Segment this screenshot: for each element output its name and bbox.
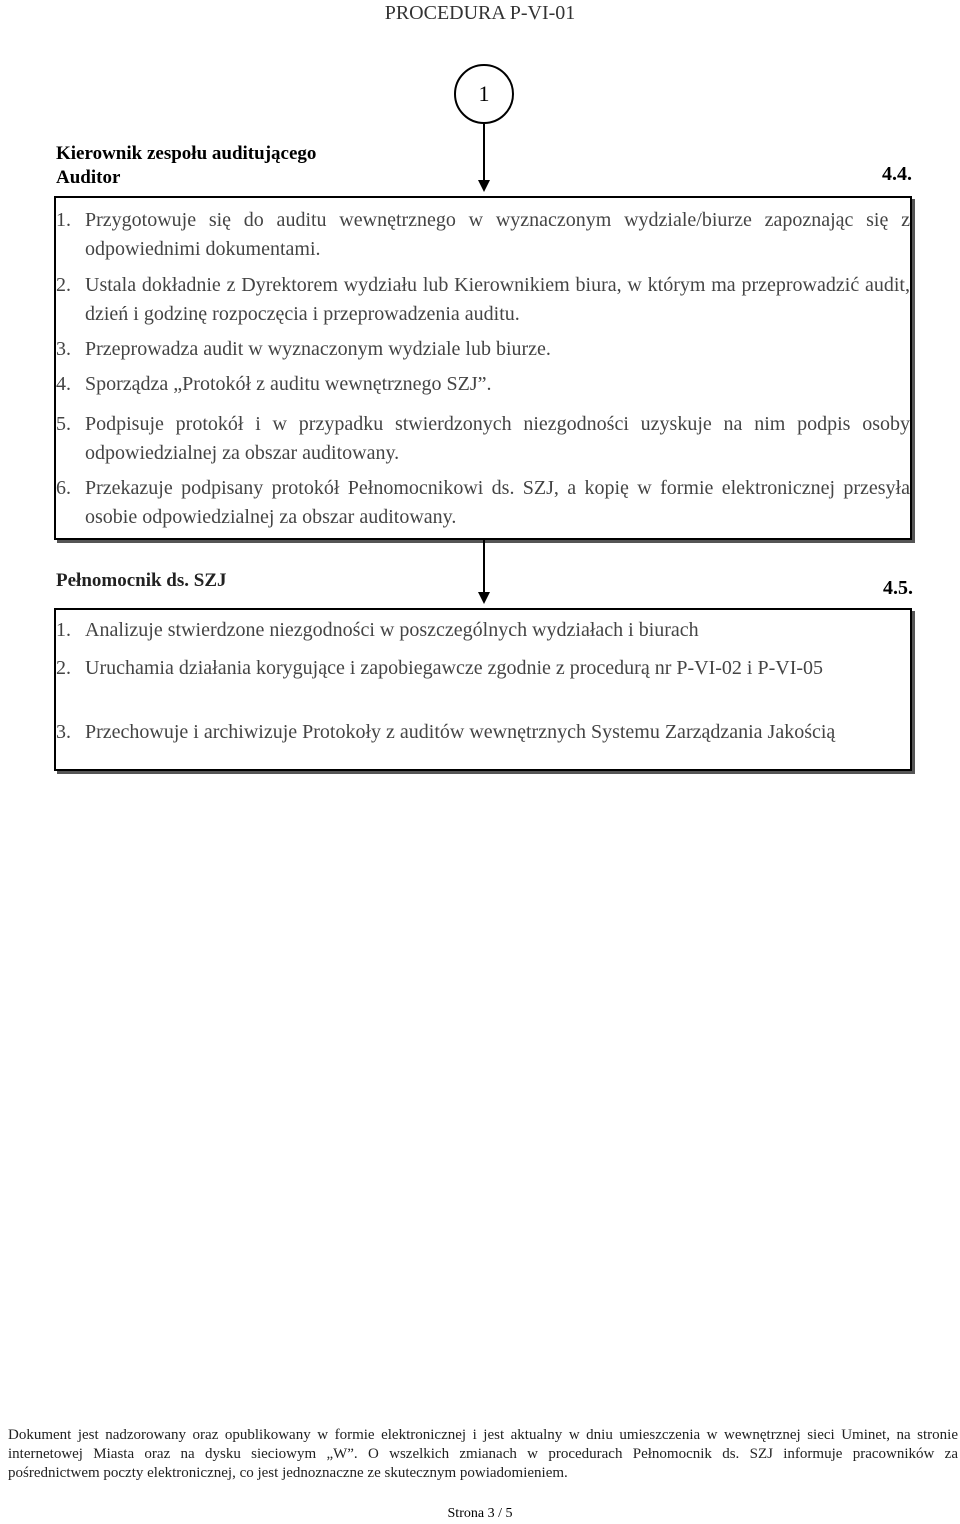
list-item: 3. Przechowuje i archiwizuje Protokoły z auditów wewnętrznych Systemu Zarządzania Jakością — [56, 721, 836, 743]
list-item: 6. Przekazuje podpisany protokół Pełnomocnikowi ds. SZJ, a kopię w formie elektronicznej przesyła osobie odpowiedzialnej za obszar auditowany. — [56, 477, 910, 528]
arrow-down-icon — [474, 124, 494, 194]
section1-roles — [56, 142, 316, 190]
section1-box — [54, 196, 912, 540]
list-item: 2. Ustala dokładnie z Dyrektorem wydziału lub Kierownikiem biura, w którym ma przeprowadzić audit, dzień i godzinę rozpoczęcia i przeprowadzenia auditu. — [56, 274, 910, 325]
connector-circle: 1 — [454, 64, 514, 124]
arrow-down-icon — [474, 540, 494, 608]
role-auditor: Auditor — [56, 167, 121, 188]
list-item: 1. Przygotowuje się do auditu wewnętrznego w wyznaczonym wydziale/biurze zapoznając się z odpowiednimi dokumentami. — [56, 209, 910, 260]
footer-line: Dokument jest nadzorowany oraz opublikowany w formie elektronicznej i jest aktualny w dniu umieszczenia w wewnętrznej sieci Uminet, na stronie — [8, 1427, 958, 1443]
list-item: 4. Sporządza „Protokół z auditu wewnętrznego SZJ”. — [56, 373, 492, 395]
list-item: 1. Analizuje stwierdzone niezgodności w poszczególnych wydziałach i biurach — [56, 619, 699, 641]
footer-line: internetowej Miasta oraz na dysku sieciowym „W”. O wszelkich zmianach w procedurach Pełnomocnik ds. SZJ informuje pracowników za — [8, 1446, 958, 1462]
section2-role: Pełnomocnik ds. SZJ — [56, 570, 227, 591]
section1-number: 4.4. — [882, 163, 912, 185]
page-number: Strona 3 / 5 — [447, 1506, 513, 1521]
role-lead-auditor: Kierownik zespołu auditującego — [56, 143, 317, 164]
list-item: 2. Uruchamia działania korygujące i zapobiegawcze zgodnie z procedurą nr P-VI-02 i P-VI-05 — [56, 657, 824, 679]
section2-number: 4.5. — [883, 577, 913, 599]
footer-note — [8, 1426, 958, 1483]
footer-line: pośrednictwem poczty elektronicznej, co jest jednoznaczne ze skutecznym powiadomieniem. — [8, 1465, 568, 1481]
list-item: 3. Przeprowadza audit w wyznaczonym wydziale lub biurze. — [56, 338, 551, 360]
page-header: PROCEDURA P-VI-01 — [384, 2, 576, 24]
list-item: 5. Podpisuje protokół i w przypadku stwierdzonych niezgodności uzyskuje na nim podpis osoby odpowiedzialnej za obszar auditowany. — [56, 413, 910, 464]
section2-box — [54, 608, 912, 771]
